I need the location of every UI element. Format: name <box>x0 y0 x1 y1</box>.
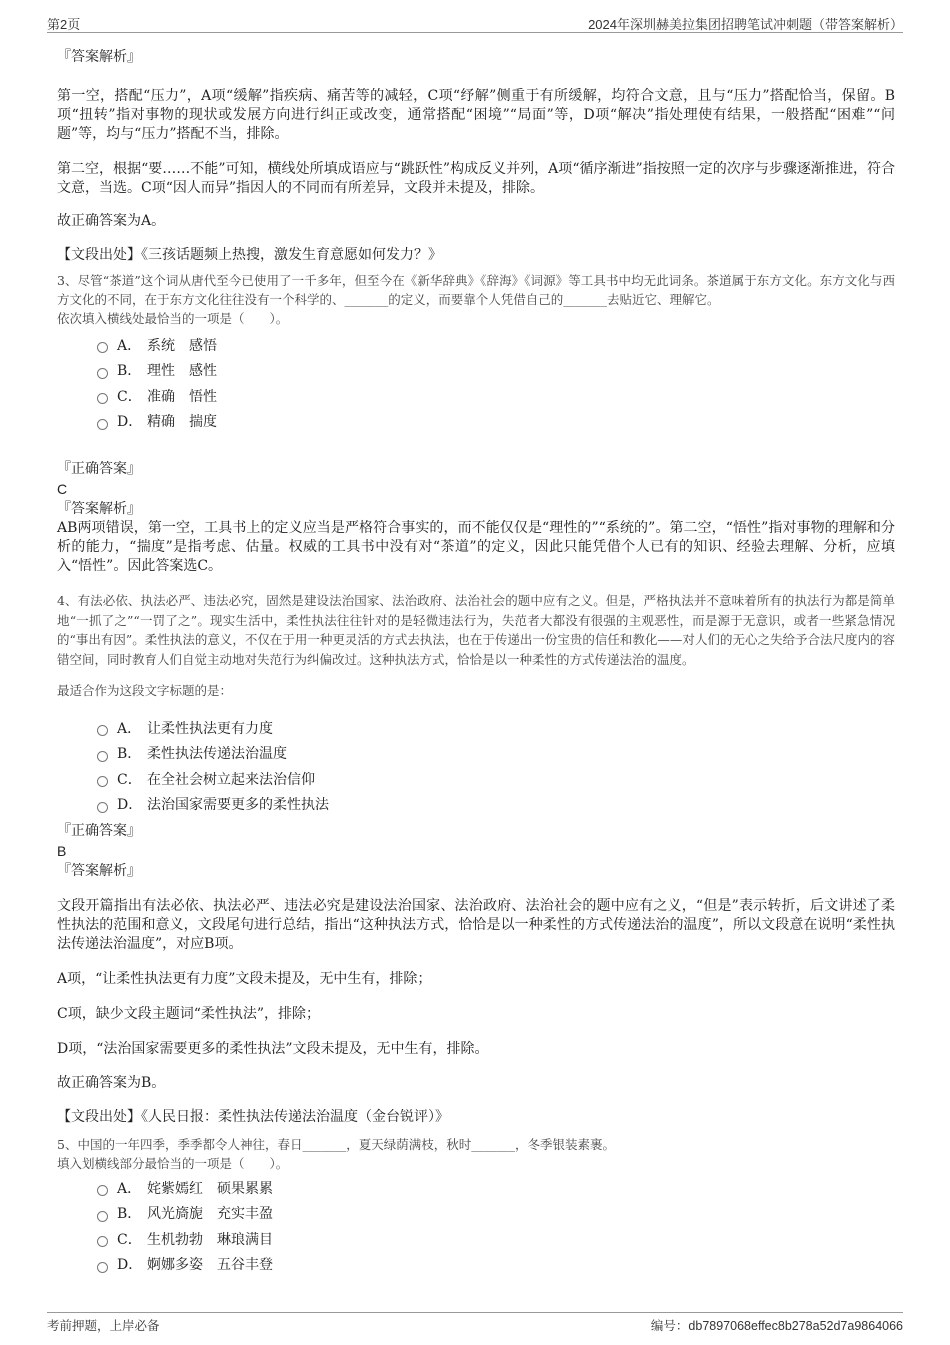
option-b[interactable]: B． 柔性执法传递法治温度 <box>97 741 895 767</box>
options-list <box>97 715 895 817</box>
analysis-paragraph: 第一空，搭配“压力”，A项“缓解”指疾病、痛苦等的减轻，C项“纾解”侧重于有所缓解，均符合文意，且与“压力”搭配恰当，保留。B项“扭转”指对事物的现状或发展方向进行纠正或改变，通常搭配“困境”“局面”等，D项“解决”指处理使有结果，一般搭配“困难”“问题”等，均与“压力”搭配不当，排除。 <box>57 88 895 142</box>
analysis-conclusion: 故正确答案为A。 <box>57 213 166 229</box>
question-stem: 4、有法必依、执法必严、违法必究，固然是建设法治国家、法治政府、法治社会的题中应有之义。但是，严格执法并不意味着所有的执法行为都是简单地“一抓了之”“一罚了之”。现实生活中，柔性执法往往针对的是轻微违法行为，失范者大都没有很强的主观恶性，而是源于无意识，或者一些紧急情况的“事出有因”。柔性执法的意义，不仅在于用一种更灵活的方式去执法，也在于传递出一份宝贵的信任和教化——对人们的无心之失给予合法尺度内的容错空间，同时教育人们自觉主动地对失范行为纠偏改过。这种执法方式，恰恰是以一种柔性的方式传递法治的温度。 <box>57 593 895 667</box>
correct-answer-label: 『正确答案』 <box>57 461 141 477</box>
option-a[interactable]: A． 姹紫嫣红 硕果累累 <box>97 1175 895 1201</box>
analysis-label: 『答案解析』 <box>57 863 141 879</box>
radio-icon[interactable] <box>97 725 108 736</box>
radio-icon[interactable] <box>97 1236 108 1247</box>
option-d[interactable]: D． 婀娜多姿 五谷丰登 <box>97 1252 895 1278</box>
radio-icon[interactable] <box>97 342 108 353</box>
question-stem: 3、尽管“茶道”这个词从唐代至今已使用了一千多年，但至今在《新华辞典》《辞海》《词源》等工具书中均无此词条。茶道属于东方文化。东方文化与西方文化的不同，在于东方文化往往没有一个科学的、_______的定义，而要靠个人凭借自己的_______去贴近它、理解它。 <box>57 273 895 307</box>
radio-icon[interactable] <box>97 393 108 404</box>
radio-icon[interactable] <box>97 1185 108 1196</box>
options-list <box>97 332 895 434</box>
analysis-paragraph: A项，“让柔性执法更有力度”文段未提及，无中生有，排除； <box>57 971 432 987</box>
document-title: 2024年深圳赫美拉集团招聘笔试冲刺题（带答案解析） <box>588 17 903 32</box>
question-prompt: 填入划横线部分最恰当的一项是（ ）。 <box>57 1156 289 1171</box>
question-prompt: 最适合作为这段文字标题的是： <box>57 683 233 698</box>
footer-slogan: 考前押题，上岸必备 <box>47 1319 160 1333</box>
analysis-paragraph: AB两项错误，第一空，工具书上的定义应当是严格符合事实的，而不能仅仅是“理性的”“系统的”。第二空，“悟性”指对事物的理解和分析的能力，“揣度”是指考虑、估量。权威的工具书中没有对“茶道”的定义，因此只能凭借个人已有的知识、经验去理解、分析，应填入“悟性”。因此答案选C。 <box>57 520 895 574</box>
page-header <box>47 14 903 33</box>
question-stem: 5、中国的一年四季，季季都令人神往，春日_______，夏天绿荫满枝，秋时_______，冬季银装素裹。 <box>57 1137 615 1152</box>
correct-answer-label: 『正确答案』 <box>57 823 141 839</box>
analysis-paragraph: C项，缺少文段主题词“柔性执法”，排除； <box>57 1006 321 1022</box>
option-d[interactable]: D． 法治国家需要更多的柔性执法 <box>97 792 895 818</box>
radio-icon[interactable] <box>97 751 108 762</box>
option-d[interactable]: D． 精确 揣度 <box>97 409 895 435</box>
page-number: 第2页 <box>47 17 81 32</box>
analysis-paragraph: D项，“法治国家需要更多的柔性执法”文段未提及，无中生有，排除。 <box>57 1041 489 1057</box>
page-footer <box>47 1312 903 1338</box>
radio-icon[interactable] <box>97 802 108 813</box>
page-content <box>57 40 895 1277</box>
analysis-paragraph: 文段开篇指出有法必依、执法必严、违法必究是建设法治国家、法治政府、法治社会的题中应有之义，“但是”表示转折，后文讲述了柔性执法的范围和意义，文段尾句进行总结，指出“这种执法方式，恰恰是以一种柔性的方式传递法治的温度”，所以文段意在说明“柔性执法传递法治温度”，对应B项。 <box>57 898 895 952</box>
radio-icon[interactable] <box>97 776 108 787</box>
option-c[interactable]: C． 生机勃勃 琳琅满目 <box>97 1226 895 1252</box>
radio-icon[interactable] <box>97 1262 108 1273</box>
options-list <box>97 1175 895 1277</box>
question-prompt: 依次填入横线处最恰当的一项是（ ）。 <box>57 311 289 326</box>
option-a[interactable]: A． 让柔性执法更有力度 <box>97 715 895 741</box>
passage-source: 【文段出处】《三孩话题频上热搜，激发生育意愿如何发力？》 <box>57 247 442 263</box>
analysis-conclusion: 故正确答案为B。 <box>57 1075 166 1091</box>
radio-icon[interactable] <box>97 368 108 379</box>
radio-icon[interactable] <box>97 1211 108 1222</box>
option-c[interactable]: C． 在全社会树立起来法治信仰 <box>97 766 895 792</box>
passage-source: 【文段出处】《人民日报：柔性执法传递法治温度（金台锐评）》 <box>57 1109 449 1125</box>
analysis-label: 『答案解析』 <box>57 501 141 517</box>
analysis-paragraph: 第二空，根据“要……不能”可知，横线处所填成语应与“跳跃性”构成反义并列，A项“循序渐进”指按照一定的次序与步骤逐渐推进，符合文意，当选。C项“因人而异”指因人的不同而有所差异，文段并未提及，排除。 <box>57 161 895 196</box>
option-b[interactable]: B． 风光旖旎 充实丰盈 <box>97 1201 895 1227</box>
option-b[interactable]: B． 理性 感性 <box>97 358 895 384</box>
option-c[interactable]: C． 准确 悟性 <box>97 383 895 409</box>
analysis-label: 『答案解析』 <box>57 49 141 65</box>
correct-answer: C <box>57 481 68 497</box>
option-a[interactable]: A． 系统 感悟 <box>97 332 895 358</box>
correct-answer: B <box>57 843 67 859</box>
document-code: 编号：db7897068effec8b278a52d7a9864066 <box>650 1319 903 1333</box>
radio-icon[interactable] <box>97 419 108 430</box>
